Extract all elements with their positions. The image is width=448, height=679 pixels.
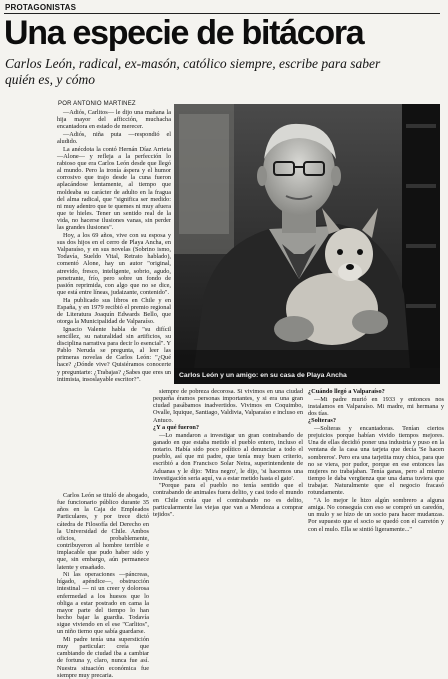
article-paragraph: "Porque para el pueblo no tenía sentido que el contrabando de animales fuera delito, y casi todo el mundo en Chile creía que el contrabando no es delito, particularmente las viejas que van a Mendoza a comprar tejidos". — [153, 482, 303, 518]
article-paragraph: Mi padre tenía una superstición muy particular: creía que cambiando de ciudad iba a cambiar de fortuna y, claro, nunca fue así. Nuestra situación económica fue siempre muy precaria. — [57, 635, 149, 679]
subhead: Carlos León, radical, ex-masón, católico siempre, escribe para saber quién es, y cómo — [5, 56, 381, 87]
headline: Una especie de bitácora — [4, 14, 364, 52]
article-paragraph: Hoy, a los 69 años, vive con su esposa y sus dos hijos en el cerro de Playa Ancha, en Valparaíso, y en sus novelas (Sobrino ismo, Todavía, Sueldo Vital, Retrato hablado), comentó Alone, hay un autor "original, atrevido, fresco, inteligente, sobrio, agudo, penetrante, frío, pero sobre un fondo de pasión reprimida, con algo que no se dice, que está entre líneas, judaizante, contenido". — [57, 231, 171, 297]
byline: POR ANTONIO MARTINEZ — [58, 101, 136, 107]
article-paragraph: siempre de pobreza decorosa. Si vivimos en una ciudad pequeña éramos personas importantes, y si era una gran ciudad pasábamos inadvertidos. Vivimos en Coquimbo, Ovalle, Iquique, Santiago, Valdivia, Valparaíso e incluso en Antuco. — [153, 388, 303, 424]
article-paragraph: Carlos León se tituló de abogado, fue funcionario público durante 35 años en la Caja de Empleados Particulares, y por trece dictó cátedra de Filosofía del Derecho en la Universidad de Chile. Ambos oficios, probablemente, contribuyeron al hombre terrible e implacable que pudo haber sido y que, sin embargo, aún permanece latente y ensañado. — [57, 492, 149, 571]
article-paragraph: —Mi padre murió en 1933 y entonces nos instalamos en Valparaíso. Mi madre, mi hermana y dos tías. — [308, 395, 444, 417]
article-column-3 — [308, 388, 444, 600]
article-paragraph: Ni las operaciones —páncreas, hígado, apéndice—, obstrucción intestinal — ni un creer y dolorosa enfermedad a los huesos que lo obliga a estar postrado en cama la mayor parte del tiempo lo han hecho bajar la guardia. Todavía sigue viviendo en el ese "Carlitos", un niño tierno que sabía guardarse. — [57, 571, 149, 636]
article-paragraph: La anécdota la contó Hernán Díaz Arrieta —Alone— y refleja a la perfección lo rabioso que era Carlos León desde que llegó al mundo. Pero la ironía áspera y el humor corrosivo que trajo desde la cuna fueron aplacándose lentamente, al tiempo que moldeaba su carácter de adulto en la fragua del alma radical, que "significa ser medido: ni muy adentro que te quemes ni muy afuera que te hieles. Tener un sentido real de la vida, no hacerse ilusiones vanas, sin perder las grandes ilusiones". — [57, 145, 171, 232]
section-label: PROTAGONISTAS — [5, 3, 77, 12]
article-paragraph: —Adiós, Carlitos— le dijo una mañana la hija mayor del afficción, muchacha encantadora en estado de merecer. — [57, 109, 171, 131]
article-paragraph: "A lo mejor le hizo algún sombrero a alguna amiga. No conseguía con eso se compró un caredón, un mulo y se hizo de un socio para hacer mudanzas. Por supuesto que el socio se quedó con el carretón y con el mulo. Ella se sintió ligeramente..." — [308, 496, 444, 533]
photo-caption: Carlos León y un amigo: en su casa de Playa Ancha — [174, 368, 440, 384]
article-paragraph: Ignacio Valente habla de "su difícil sencillez, su naturalidad sin artificios, su disciplina narrativa para decir lo esencial". Y Pablo Neruda se pregunta, al leer las primeras novelas de Carlos León: "¿Qué hace? ¿Dónde vive? Quisiéramos conocerte y preguntarte: ¿Trabajas? ¿Sabes que eres un intimista, insoslayable escritor?". — [57, 325, 171, 383]
article-paragraph: ¿Cuándo llegó a Valparaíso? — [308, 388, 385, 395]
article-column-2 — [153, 388, 303, 600]
article-paragraph: —Lo mandaron a investigar un gran contrabando de ganado en que estaba metido el pueblo entero, incluso el notario. Había sido poco político al denunciar a todo el pueblo, así que mi padre, que tenía muy buen criterio, escribió a don Francisco Solar Neira, superintendente de Aduanas y le dijo: 'Mira negro', le dijo, 'si hacemos una investigación seria aquí, va a estar metido hasta el gato'. — [153, 431, 303, 482]
article-paragraph: ¿Solteras? — [308, 417, 336, 425]
article-paragraph: —Solteras y encantadoras. Tenían ciertos prejuicios porque habían vivido tiempos mejores. Una de ellas decidió poner una industria y puso en la ventana de la casa una tarjeta que decía 'Se hacen sombreros'. Pero era una tarjetita muy chica, para que no se viera, por pudor, porque en ese entonces las mujeres no trabajaban. Tenía ganas, pero al mismo tiempo le daba vergüenza que una dama tuviera que trabajar. Naturalmente que el negocio fracasó rotundamente. — [308, 424, 444, 497]
article-paragraph: —Adiós, niña puta —respondió el aludido. — [57, 130, 171, 146]
article-paragraph: ¿Y a qué fueron? — [153, 424, 200, 432]
article-photo — [174, 104, 440, 368]
article-paragraph: Ha publicado sus libros en Chile y en España, y en 1979 recibió el premio regional de Literatura Joaquín Edwards Bello, que otorga la Municipalidad de Valparaíso. — [57, 296, 171, 326]
article-column-1-continued — [57, 492, 149, 679]
photo-man-with-dog — [174, 104, 440, 368]
